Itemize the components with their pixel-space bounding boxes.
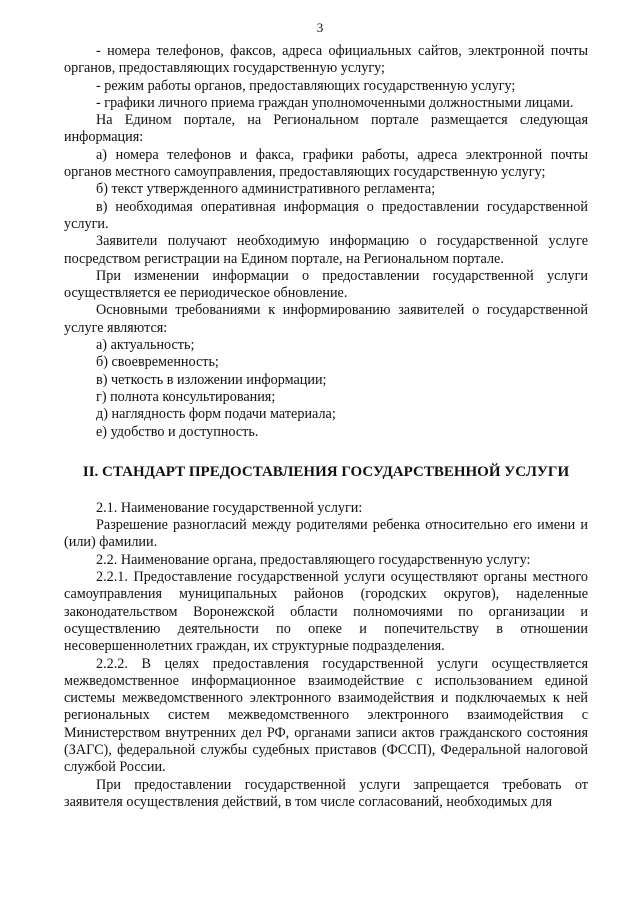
paragraph-work-schedule: - режим работы органов, предоставляющих государственную услугу; (96, 77, 516, 94)
requirement-item: е) удобство и доступность. (96, 423, 259, 440)
list-item-b: б) текст утвержденного административного регламента; (96, 181, 436, 198)
requirement-item: в) четкость в изложении информации; (96, 371, 327, 388)
requirement-item: а) актуальность; (96, 337, 195, 354)
paragraph-reception-schedule: - графики личного приема граждан уполномоченными должностными лицами. (96, 94, 574, 111)
paragraph-2-2-2: 2.2.2. В целях предоставления государственной услуги осуществляется межведомственное информационное взаимодействие с использованием единой системы межведомственного электронного взаимодействия и подключаемых к ней региональных систем межведомственного электронного взаимодействия с Министерством внутренних дел РФ, органами записи актов гражданского состояния (ЗАГС), федеральной службы судебных приставов (ФССП), Федеральной налоговой службой России. (64, 655, 588, 776)
requirement-item: б) своевременность; (96, 354, 219, 371)
paragraph-prohibition: При предоставлении государственной услуги запрещается требовать от заявителя осуществления действий, в том числе согласований, необходимых для (64, 776, 588, 810)
requirement-item: д) наглядность форм подачи материала; (96, 406, 336, 423)
requirement-item: г) полнота консультирования; (96, 388, 276, 405)
paragraph-updates: При изменении информации о предоставлении государственной услуги осуществляется ее периодическое обновление. (64, 267, 588, 302)
section-heading: II. СТАНДАРТ ПРЕДОСТАВЛЕНИЯ ГОСУДАРСТВЕННОЙ УСЛУГИ (82, 463, 570, 480)
paragraph-2-1: 2.1. Наименование государственной услуги: (96, 499, 363, 516)
document-body (64, 43, 588, 811)
page-number: 3 (316, 20, 324, 35)
paragraph-2-2: 2.2. Наименование органа, предоставляющего государственную услугу: (96, 551, 531, 568)
paragraph-portal-info: На Едином портале, на Региональном портале размещается следующая информация: (64, 112, 588, 146)
paragraph-applicants: Заявители получают необходимую информацию о государственной услуге посредством регистрации на Едином портале, на Региональном портале. (64, 233, 588, 267)
paragraph-service-name: Разрешение разногласий между родителями ребенка относительно его имени и (или) фамилии. (64, 517, 588, 551)
paragraph-2-2-1: 2.2.1. Предоставление государственной услуги осуществляют органы местного самоуправления муниципальных районов (городских округов), наделенные законодательством Воронежской области полномочиями по организации и осуществлению деятельности по опеке и попечительству в отношении несовершеннолетних граждан, их структурные подразделения. (64, 569, 588, 655)
paragraph-contacts: - номера телефонов, факсов, адреса официальных сайтов, электронной почты органов, предоставляющих государственную услугу; (64, 43, 588, 77)
list-item-v: в) необходимая оперативная информация о предоставлении государственной услуги. (64, 198, 588, 232)
list-item-a: а) номера телефонов и факса, графики работы, адреса электронной почты органов местного самоуправления, предоставляющих государственную услугу; (64, 146, 588, 181)
paragraph-requirements: Основными требованиями к информированию заявителей о государственной услуге являются: (64, 302, 588, 336)
